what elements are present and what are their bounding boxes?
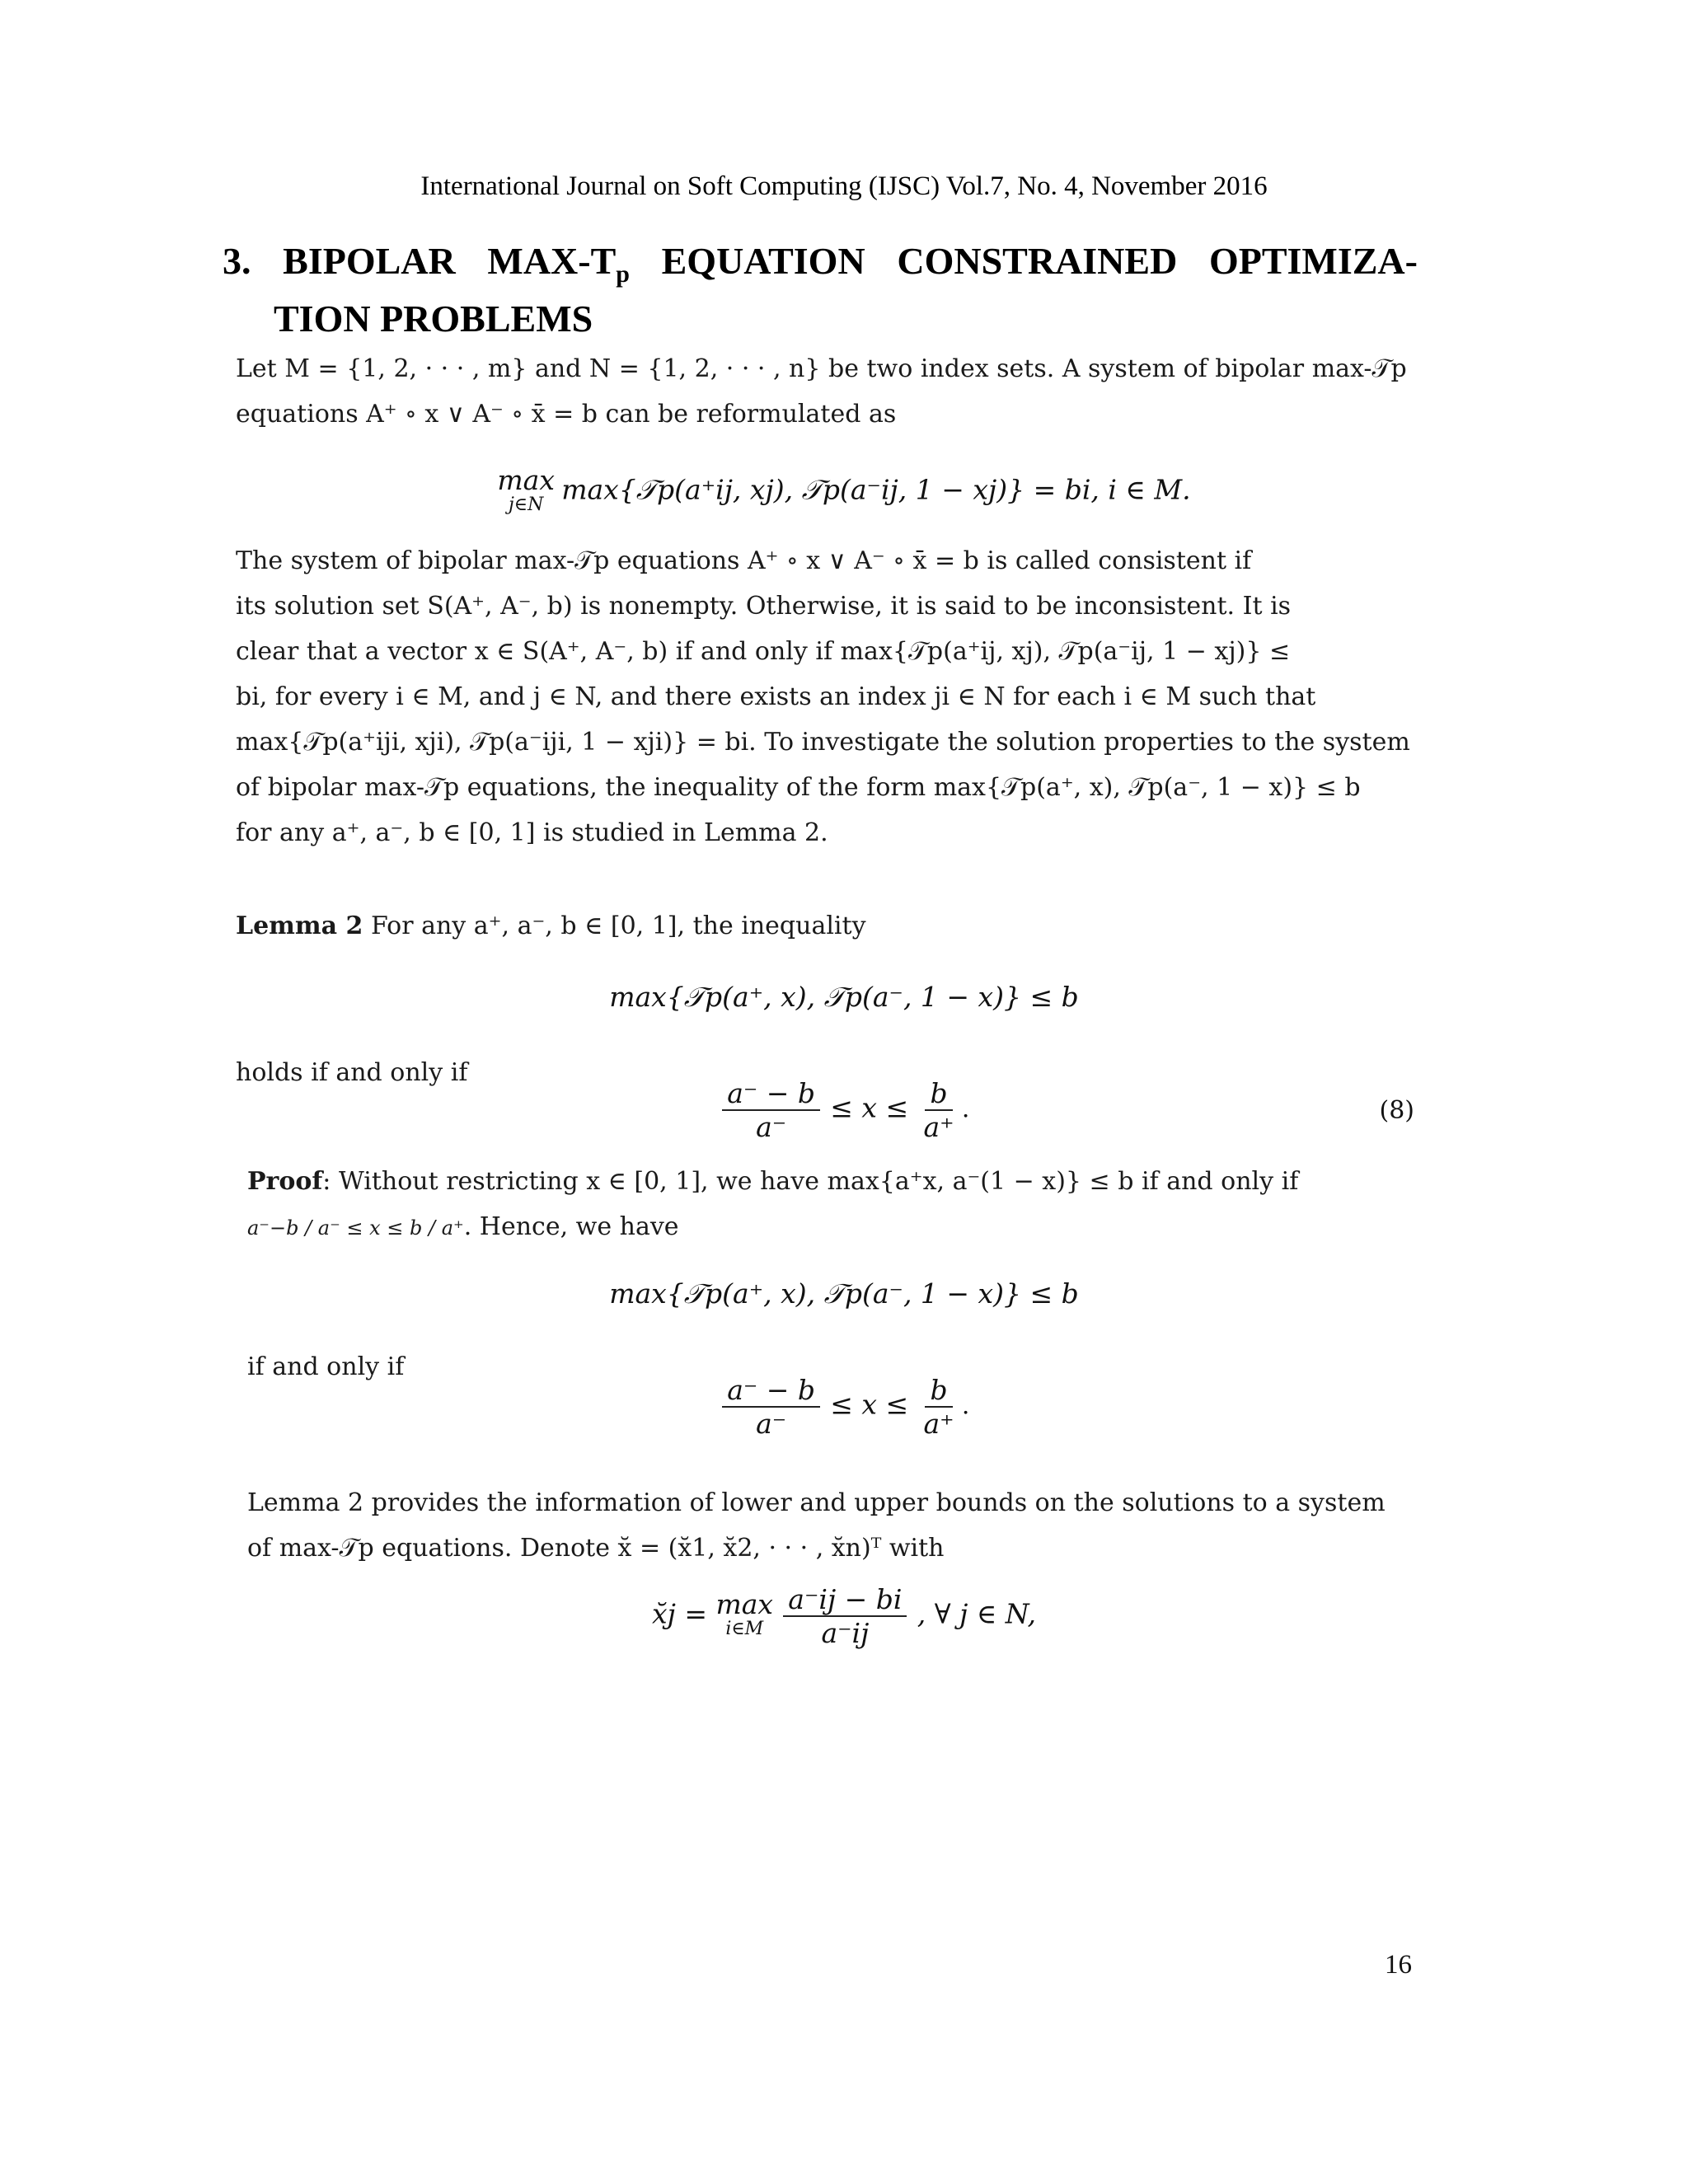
paragraph-line: for any a⁺, a⁻, b ∈ [0, 1] is studied in Lemma 2. [236, 818, 828, 847]
page-number: 16 [1385, 1950, 1412, 1980]
proof-label: Proof [247, 1167, 323, 1196]
paragraph-line: equations A⁺ ∘ x ∨ A⁻ ∘ x̄ = b can be reformulated as [236, 400, 897, 429]
fraction-upper-bound: $\frac{b}{a^+}$ [923, 1374, 954, 1440]
paragraph-line: Proof: Without restricting x ∈ [0, 1], we have max{a⁺x, a⁻(1 − x)} ≤ b if and only if [247, 1167, 1299, 1196]
section-title [223, 239, 1418, 341]
paragraph-line: of max-𝒯p equations. Denote x̆ = (x̆1, x̆2, · · · , x̆n)ᵀ with [247, 1534, 945, 1563]
paragraph-line: its solution set S(A⁺, A⁻, b) is nonempty. Otherwise, it is said to be inconsistent. It is [236, 592, 1292, 621]
running-header: International Journal on Soft Computing (IJSC) Vol.7, No. 4, November 2016 [420, 171, 1268, 201]
equation-lower-bound-vector: x̆j = max i∈M $\frac{a^-ij - bi}{a^-ij}$ , ∀ j ∈ N, [651, 1583, 1037, 1649]
equation-reformulated [0, 464, 1688, 518]
title-word-1: BIPOLAR [283, 240, 456, 282]
paragraph-bounds [247, 1480, 1405, 1571]
paragraph-consistency [236, 538, 1414, 855]
max-operator: max i∈M [715, 1588, 774, 1639]
paragraph-line: Let M = {1, 2, · · · , m} and N = {1, 2, · · · , n} be two index sets. A system of bipolar max-𝒯p [236, 354, 1407, 383]
lemma-equation: max{𝒯p(a⁺, x), 𝒯p(a⁻, 1 − x)} ≤ b [609, 981, 1079, 1013]
paragraph-line: clear that a vector x ∈ S(A⁺, A⁻, b) if and only if max{𝒯p(a⁺ij, xj), 𝒯p(a⁻ij, 1 − xj)} ≤ [236, 637, 1291, 666]
fraction-bound: $\frac{a^-ij - bi}{a^-ij}$ [783, 1584, 907, 1650]
equation-number: (8) [1379, 1096, 1414, 1125]
proof-equation: max{𝒯p(a⁺, x), 𝒯p(a⁻, 1 − x)} ≤ b [609, 1277, 1079, 1310]
title-line-2: TION PROBLEMS [274, 298, 593, 340]
paragraph-line: bi, for every i ∈ M, and j ∈ N, and there exists an index ji ∈ N for each i ∈ M such that [236, 682, 1316, 711]
title-word-4: CONSTRAINED [897, 240, 1178, 282]
paragraph-line: The system of bipolar max-𝒯p equations A⁺ ∘ x ∨ A⁻ ∘ x̄ = b is called consistent if [236, 546, 1252, 575]
lemma-statement [236, 903, 1414, 949]
title-word-5: OPTIMIZA- [1208, 240, 1418, 282]
paragraph-line: a⁻−b / a⁻ ≤ x ≤ b / a⁺. Hence, we have [247, 1212, 679, 1241]
lemma-label: Lemma 2 [236, 912, 363, 940]
paragraph-intro [236, 346, 1414, 437]
paragraph-line: of bipolar max-𝒯p equations, the inequality of the form max{𝒯p(a⁺, x), 𝒯p(a⁻, 1 − x)} ≤ b [236, 773, 1361, 802]
equation-8: $\frac{a^- - b}{a^-}$ ≤ x ≤ $\frac{b}{a^+}$ . [0, 1078, 1688, 1144]
fraction-lower-bound: $\frac{a^- - b}{a^-}$ [722, 1375, 820, 1441]
equation-body: max{𝒯p(a⁺ij, xj), 𝒯p(a⁻ij, 1 − xj)} = bi, i ∈ M. [561, 473, 1191, 506]
paragraph-line: Lemma 2 provides the information of lower and upper bounds on the solutions to a system [247, 1488, 1386, 1517]
lemma-text: For any a⁺, a⁻, b ∈ [0, 1], the inequality [370, 912, 866, 940]
paragraph-line: max{𝒯p(a⁺iji, xji), 𝒯p(a⁻iji, 1 − xji)} = bi. To investigate the solution properties to the system [236, 728, 1410, 757]
section-number: 3. [223, 240, 251, 282]
holds-text: holds if and only if [236, 1058, 468, 1087]
fraction-lower-bound: $\frac{a^- - b}{a^-}$ [722, 1078, 820, 1144]
title-word-2: MAX-$T_p$ [487, 240, 630, 288]
proof-bounds-equation: $\frac{a^- - b}{a^-}$ ≤ x ≤ $\frac{b}{a^+}$ . [0, 1375, 1688, 1441]
title-word-3: EQUATION [661, 240, 865, 282]
iff-text: if and only if [247, 1352, 405, 1381]
proof-paragraph [247, 1159, 1405, 1251]
fraction-upper-bound: $\frac{b}{a^+}$ [923, 1077, 954, 1143]
max-operator: max j∈N [497, 464, 555, 515]
